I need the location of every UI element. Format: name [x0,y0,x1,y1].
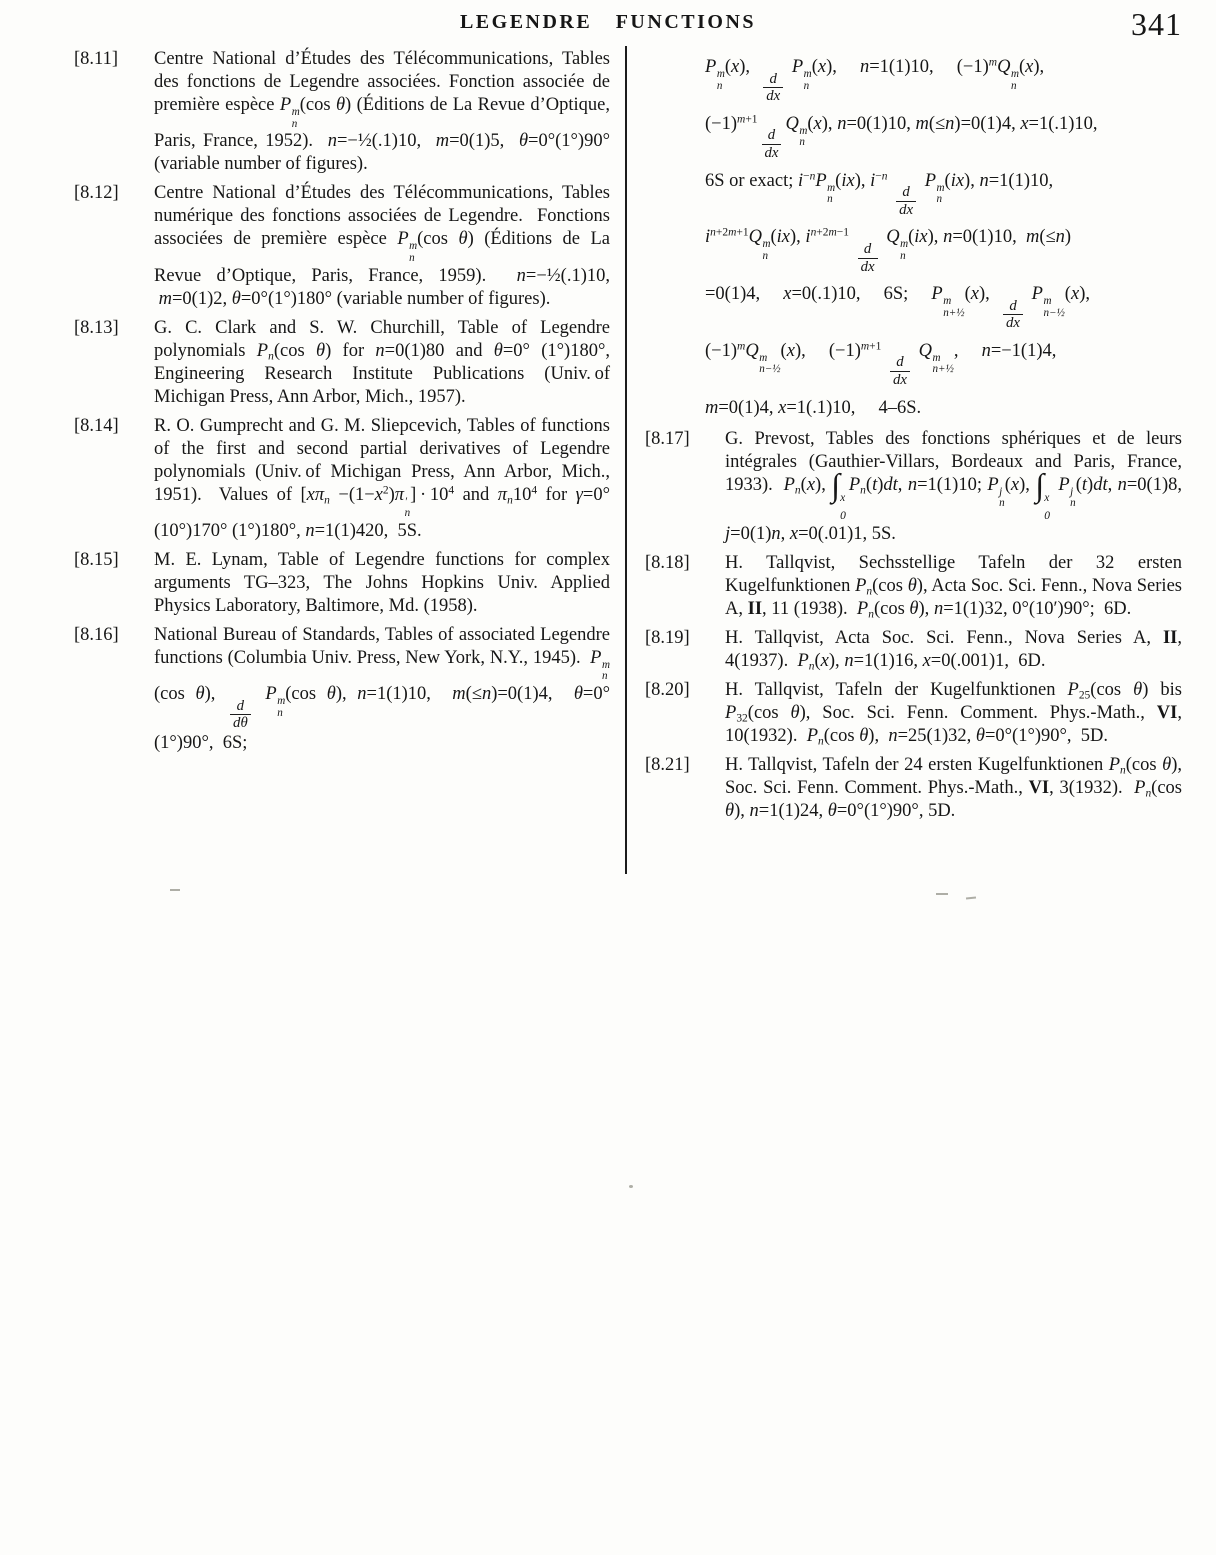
reference-text: Centre National d’Études des Télécommunications, Tables des fonctions de Legendre associées. Fonction associée de première espèce P m n (cos θ) (Éditions de La Revue d’Optique, Paris, France, 1952). n=−½(.1)10, m=0(1)5, θ=0°(1°)90° (variable number of figures). [154,49,610,175]
running-head [0,6,1216,46]
formula-line: P m n (x), $\frac{d}{dx}$ P m n (x), n=1(1)10, $(-1)^mQ$ m n (x), [705,56,1045,105]
reference-text: H. Tallqvist, Tafeln der Kugelfunktionen $P_{25}(\cos$ θ) bis $P_{32}(\cos$ θ), Soc. Sci. Fenn. Comment. Phys.-Math., VI, 10(1932). $P_n(\cos$ θ), n=25(1)32, θ=0°(1°)90°, 5D. [725,679,1182,748]
reference-label: [8.11] [74,49,119,69]
reference-entry [74,48,610,176]
reference-label: [8.16] [74,624,119,645]
reference-text: H. Tallqvist, Acta Soc. Sci. Fenn., Nova Series A, II, 4(1937). $P_n(x)$, n=1(1)16, x=0(.001)1, 6D. [725,627,1182,673]
formula-line: $(-1)^mQ$ m n−½ (x), $(-1)^{m+1}$ $\frac{d}{dx}$ Q m n+½ , n=−1(1)4, [705,340,1057,389]
formula-line: $(-1)^{m+1}$ $\frac{d}{dx}$ Q m n (x), n=0(1)10, m(≤n)=0(1)4, x=1(.1)10, [705,113,1098,161]
reference-label: [8.17] [645,428,690,449]
reference-label: [8.20] [645,679,690,700]
formula-line: m=0(1)4, x=1(.1)10, 4–6S. [705,397,922,418]
reference-label: [8.14] [74,415,119,436]
right-column [645,48,1182,829]
reference-text: R. O. Gumprecht and G. M. Sliepcevich, Tables of functions of the first and second partial derivatives of Legendre polynomials (Univ. of Michigan Press, Ann Arbor, Mich., 1951). Values of [$x\pi_n -(1-x^2)\pi$ ′ n ] · $10^4$ and $\pi_n10^4$ for γ=0°(10°)170° (1°)180°, n=1(1)420, 5S. [154,415,610,541]
reference-entry [74,624,610,755]
reference-entry [74,549,610,618]
reference-label: [8.15] [74,549,119,570]
reference-entry [74,317,610,409]
page-number: 341 [1131,6,1182,42]
reference-text: National Bureau of Standards, Tables of associated Legendre functions (Columbia Univ. Press, New York, N.Y., 1945). P m n (cos θ), $\frac{d}{d\theta}$ P m n (cos θ), n=1(1)10, m(≤n)=0(1)4, θ=0°(1°)90°, 6S; [154,624,610,753]
scan-artifact [629,1185,633,1188]
two-column-body [74,48,1182,829]
reference-label: [8.21] [645,754,690,775]
reference-label: [8.19] [645,627,690,648]
ref-816-continuation [645,56,1182,420]
left-column [74,48,610,829]
scan-artifact [936,893,948,895]
reference-entry [645,627,1182,673]
formula-line: 6S or exact; $i^{-n}P$ m n (ix), $i^{-n}$ $\frac{d}{dx}$ P m n (ix), n=1(1)10, [705,170,1054,218]
reference-entry [645,428,1182,546]
reference-entry [645,754,1182,823]
reference-text: H. Tallqvist, Sechsstellige Tafeln der 32 ersten Kugelfunktionen $P_n(\cos$ θ), Acta Soc. Sci. Fenn., Nova Series A, II, 11 (1938). $P_n(\cos$ θ), n=1(1)32, 0°(10′)90°; 6D. [725,552,1182,621]
reference-entry [74,182,610,310]
scan-artifact [170,889,180,891]
right-column-entries [645,428,1182,823]
formula-line: =0(1)4, x=0(.1)10, 6S; P m n+½ (x), $\frac{d}{dx}$ P m n−½ (x), [705,284,1090,332]
page-title: LEGENDRE FUNCTIONS [459,11,757,33]
scan-artifact [966,896,976,899]
reference-text: G. C. Clark and S. W. Churchill, Table of Legendre polynomials $P_n(\cos$ θ) for n=0(1)80 and θ=0° (1°)180°, Engineering Research Institute Publications (Univ. of Michigan Press, Ann Arbor, Mich., 1957). [154,317,610,407]
reference-label: [8.13] [74,317,119,338]
reference-text: Centre National d’Études des Télécommunications, Tables numérique des fonctions associées de Legendre. Fonctions associées de première espèce P m n (cos θ) (Éditions de La Revue d’Optique, Paris, France, 1959). n=−½(.1)10, m=0(1)2, θ=0°(1°)180° (variable number of figures). [154,183,611,309]
reference-text: M. E. Lynam, Table of Legendre functions for complex arguments TG–323, The Johns Hopkins Univ. Applied Physics Laboratory, Baltimore, Md. (1958). [154,549,610,616]
formula-line: $i^{n+2m+1}Q$ m n (ix), $i^{n+2m-1}$ $\frac{d}{dx}$ Q m n (ix), n=0(1)10, m(≤n) [705,227,1072,275]
reference-entry [645,679,1182,748]
reference-text: G. Prevost, Tables des fonctions sphériques et de leurs intégrales (Gauthier-Villars, Bordeaux and Paris, France, 1933). $P_n(x)$, ∫ x 0 $P_n(t)dt$, n=1(1)10; P j n (x), ∫ x 0 P j n (t)dt, n=0(1)8, j=0(1)n, x=0(.01)1, 5S. [725,428,1182,544]
reference-label: [8.18] [645,552,690,573]
reference-text: H. Tallqvist, Tafeln der 24 ersten Kugelfunktionen $P_n(\cos$ θ), Soc. Sci. Fenn. Comment. Phys.-Math., VI, 3(1932). $P_n(\cos$ θ), n=1(1)24, θ=0°(1°)90°, 5D. [725,754,1182,821]
reference-label: [8.12] [74,183,119,204]
reference-entry [645,552,1182,621]
reference-entry [74,415,610,543]
